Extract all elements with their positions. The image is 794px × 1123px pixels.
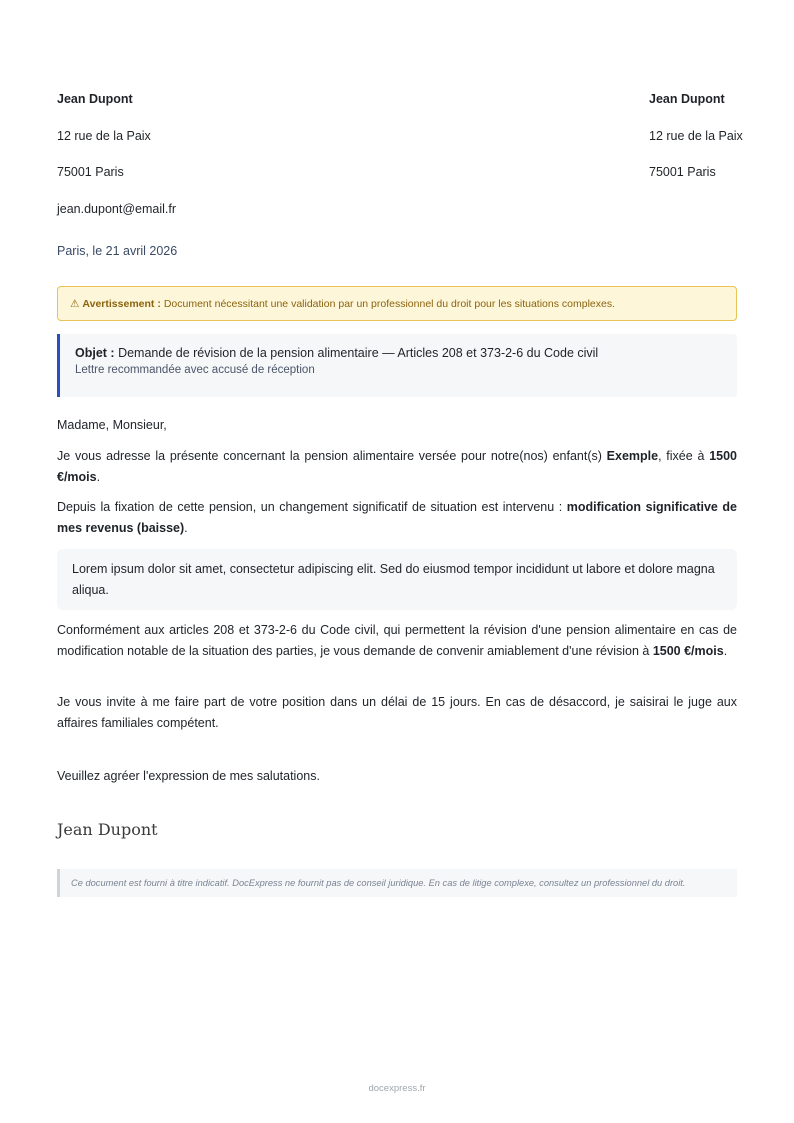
recipient-city: 75001 Paris xyxy=(649,165,716,179)
pension-amount: 1500 €/mois xyxy=(57,449,737,484)
change-description: modification significative de mes revenus (baisse) xyxy=(57,500,737,535)
paragraph-deadline: Je vous invite à me faire part de votre position dans un délai de 15 jours. En cas de désaccord, je saisirai le juge aux affaires familiales compétent. xyxy=(57,695,737,730)
p3-text: Conformément aux articles 208 et 373-2-6 du Code civil, qui permettent la révision d'une pension alimentaire en cas de modification notable de la situation des parties, je vous demande de convenir amiablement d'une révision à xyxy=(57,623,737,658)
details-box: Lorem ipsum dolor sit amet, consectetur adipiscing elit. Sed do eiusmod tempor incididunt ut labore et dolore magna aliqua. xyxy=(57,549,737,610)
signature: Jean Dupont xyxy=(57,820,158,839)
p3-end: . xyxy=(723,643,728,658)
closing-formula: Veuillez agréer l'expression de mes salutations. xyxy=(57,769,320,783)
subject-label: Objet : xyxy=(75,346,115,360)
paragraph-pension xyxy=(57,446,737,487)
warning-label: Avertissement : xyxy=(82,297,161,310)
delivery-mode: Lettre recommandée avec accusé de réception xyxy=(75,364,315,376)
p2-text: Depuis la fixation de cette pension, un changement significatif de situation est intervenu : xyxy=(57,500,567,514)
sender-city: 75001 Paris xyxy=(57,165,124,179)
paragraph-change xyxy=(57,497,737,538)
p2-end: . xyxy=(184,520,188,535)
subject-block xyxy=(57,334,737,397)
children-name: Exemple xyxy=(606,449,659,463)
disclaimer-note: Ce document est fourni à titre indicatif. DocExpress ne fournit pas de conseil juridique. En cas de litige complexe, consultez un professionnel du droit. xyxy=(57,869,737,897)
sender-email: jean.dupont@email.fr xyxy=(57,201,177,216)
footer-site: docexpress.fr xyxy=(368,1083,426,1094)
warning-banner xyxy=(57,286,737,321)
recipient-name: Jean Dupont xyxy=(649,92,725,106)
sender-street: 12 rue de la Paix xyxy=(57,128,151,143)
subject-line xyxy=(75,346,722,360)
warning-text: Document nécessitant une validation par un professionnel du droit pour les situations complexes. xyxy=(163,297,616,310)
recipient-street: 12 rue de la Paix xyxy=(649,128,743,143)
greeting: Madame, Monsieur, xyxy=(57,418,167,432)
letter-date: Paris, le 21 avril 2026 xyxy=(57,244,178,258)
subject-text: Demande de révision de la pension alimentaire — Articles 208 et 373-2-6 du Code civil xyxy=(118,346,599,360)
requested-amount: 1500 €/mois xyxy=(652,643,724,658)
sender-name: Jean Dupont xyxy=(57,92,133,106)
paragraph-request xyxy=(57,620,737,661)
p1-middle: , fixée à xyxy=(658,449,710,463)
recipient-block xyxy=(649,90,743,200)
sender-block xyxy=(57,90,176,236)
warning-icon: ⚠ xyxy=(70,297,80,310)
p1-text: Je vous adresse la présente concernant la pension alimentaire versée pour notre(nos) enfant(s) xyxy=(57,449,607,463)
p1-end: . xyxy=(96,469,101,484)
